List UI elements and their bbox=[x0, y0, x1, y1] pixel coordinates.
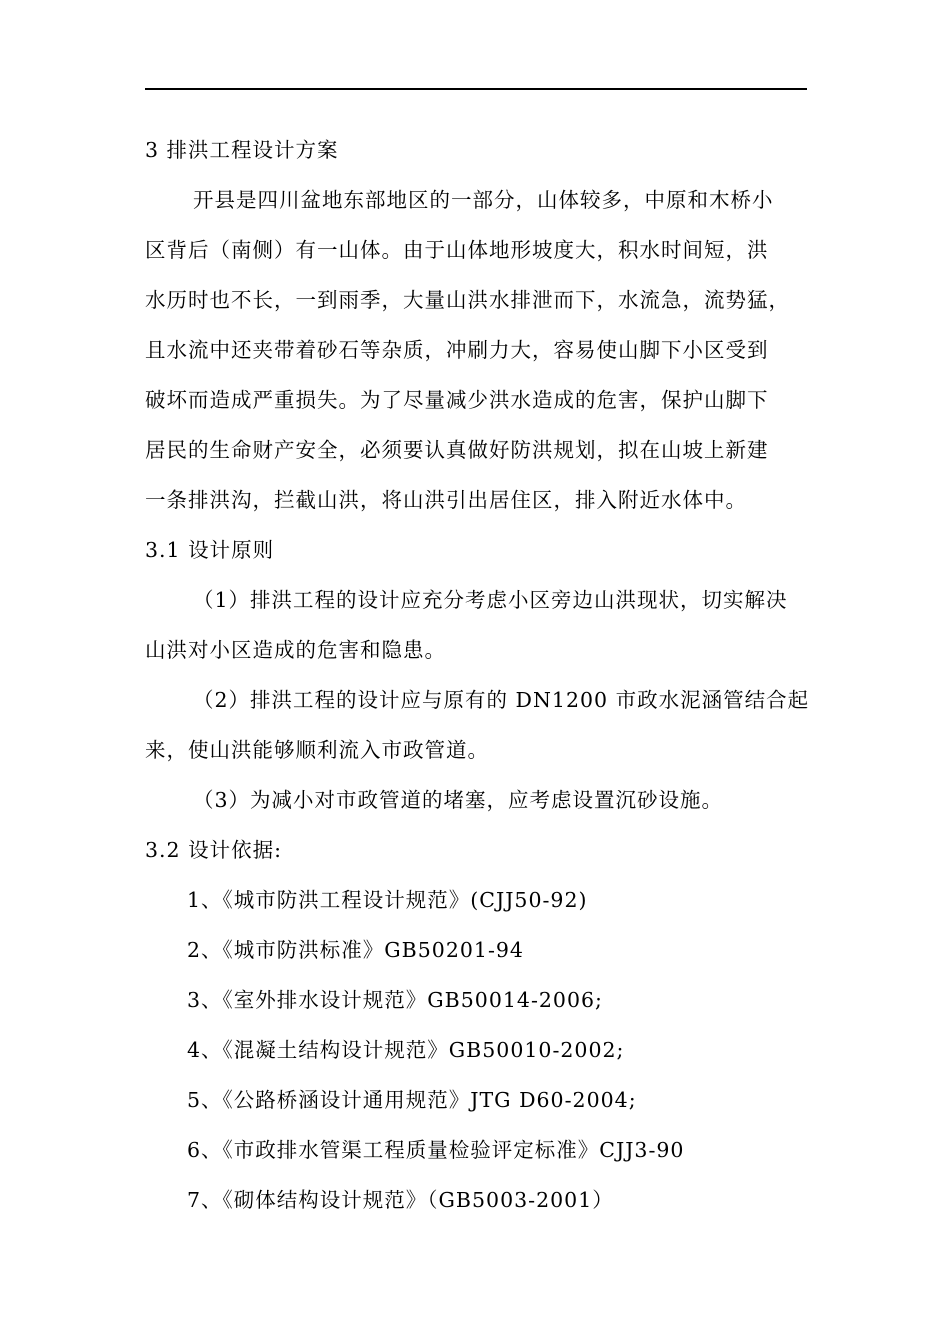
subsection-title-principles: 3.1 设计原则 bbox=[145, 538, 275, 562]
principle-item-line: （3）为减小对市政管道的堵塞，应考虑设置沉砂设施。 bbox=[193, 788, 724, 812]
basis-list-item: 7、《砌体结构设计规范》（GB5003-2001） bbox=[187, 1188, 614, 1212]
basis-list bbox=[145, 875, 835, 1225]
paragraph-line: 居民的生命财产安全，必须要认真做好防洪规划，拟在山坡上新建 bbox=[145, 438, 769, 462]
basis-list-item: 1、《城市防洪工程设计规范》(CJJ50-92) bbox=[187, 888, 588, 912]
basis-list-item: 3、《室外排水设计规范》GB50014-2006; bbox=[187, 988, 603, 1012]
basis-list-item: 4、《混凝土结构设计规范》GB50010-2002; bbox=[187, 1038, 625, 1062]
principle-item-line: 山洪对小区造成的危害和隐患。 bbox=[145, 638, 446, 662]
paragraph-line: 一条排洪沟，拦截山洪，将山洪引出居住区，排入附近水体中。 bbox=[145, 488, 747, 512]
principles-list bbox=[145, 575, 835, 825]
section-title: 3 排洪工程设计方案 bbox=[145, 138, 339, 162]
subsection-title-basis: 3.2 设计依据: bbox=[145, 838, 283, 862]
basis-list-item: 2、《城市防洪标准》GB50201-94 bbox=[187, 938, 524, 962]
header-rule bbox=[145, 88, 807, 90]
principle-item-line: （2）排洪工程的设计应与原有的 DN1200 市政水泥涵管结合起 bbox=[193, 688, 810, 712]
principle-item-line: （1）排洪工程的设计应充分考虑小区旁边山洪现状，切实解决 bbox=[193, 588, 788, 612]
document-body bbox=[145, 125, 835, 1225]
intro-paragraph bbox=[145, 175, 835, 525]
paragraph-line: 开县是四川盆地东部地区的一部分，山体较多，中原和木桥小 bbox=[193, 188, 774, 212]
paragraph-line: 水历时也不长，一到雨季，大量山洪水排泄而下，水流急，流势猛， bbox=[145, 288, 790, 312]
paragraph-line: 且水流中还夹带着砂石等杂质，冲刷力大，容易使山脚下小区受到 bbox=[145, 338, 769, 362]
paragraph-line: 区背后（南侧）有一山体。由于山体地形坡度大，积水时间短，洪 bbox=[145, 238, 769, 262]
paragraph-line: 破坏而造成严重损失。为了尽量减少洪水造成的危害，保护山脚下 bbox=[145, 388, 769, 412]
principle-item-line: 来，使山洪能够顺利流入市政管道。 bbox=[145, 738, 489, 762]
basis-list-item: 5、《公路桥涵设计通用规范》JTG D60-2004; bbox=[187, 1088, 637, 1112]
basis-list-item: 6、《市政排水管渠工程质量检验评定标准》CJJ3-90 bbox=[187, 1138, 685, 1162]
